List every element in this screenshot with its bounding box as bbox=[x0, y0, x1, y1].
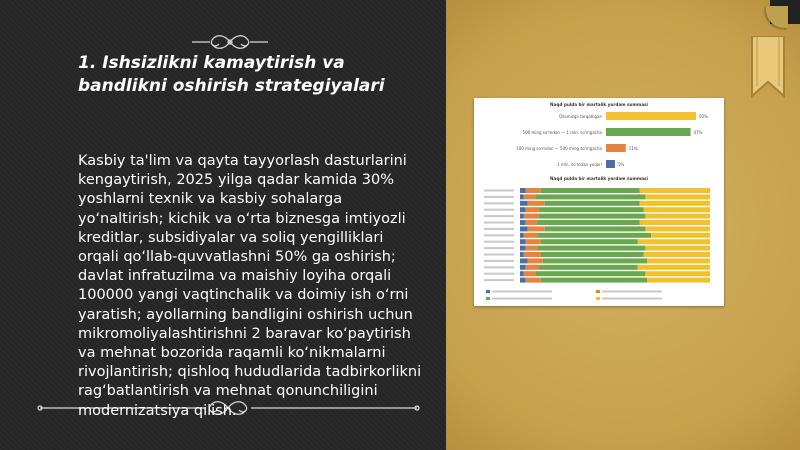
chart-2-title: Naqd pulda bir martalik yordam summasi bbox=[550, 176, 648, 181]
chart-2-bar-segment bbox=[545, 201, 640, 206]
chart-2-row-label bbox=[484, 260, 514, 262]
chart-2-bar-segment bbox=[524, 252, 541, 257]
chart-2-legend-label bbox=[492, 291, 552, 293]
chart-2-bar-segment bbox=[537, 220, 640, 225]
chart-2-bar-segment bbox=[520, 265, 526, 270]
chart-2-bar-segment bbox=[526, 278, 541, 283]
chart-2-bar-segment bbox=[539, 265, 638, 270]
chart-2-bar-segment bbox=[526, 220, 537, 225]
chart-2-bar-segment bbox=[520, 252, 524, 257]
chart-2-bar-segment bbox=[645, 271, 710, 276]
chart-1-category-label: 1 mln. so'mdan yuqori bbox=[557, 162, 602, 167]
chart-2-row-label bbox=[484, 209, 514, 211]
chart-2-bar-segment bbox=[526, 265, 539, 270]
chart-2-bar-segment bbox=[526, 207, 539, 212]
chart-1-category-label: 500 ming so'mdan — 1 mln. so'mgacha bbox=[522, 130, 602, 135]
chart-2-row-label bbox=[484, 266, 514, 268]
chart-2-bar-segment bbox=[520, 239, 526, 244]
chart-2-legend-swatch bbox=[596, 297, 600, 300]
chart-2-bar-segment bbox=[537, 233, 651, 238]
chart-2-bar-segment bbox=[526, 239, 541, 244]
chart-2-row-label bbox=[484, 241, 514, 243]
chart-2-row-label bbox=[484, 228, 514, 230]
chart-2-bar-segment bbox=[528, 226, 545, 231]
chart-image-card bbox=[474, 98, 724, 306]
chart-2-bar-segment bbox=[543, 258, 648, 263]
chart-2-legend-label bbox=[602, 291, 662, 293]
chart-1 bbox=[516, 102, 708, 168]
chart-2-legend-label bbox=[602, 298, 662, 300]
chart-2-bar-segment bbox=[520, 188, 526, 193]
chart-2-bar-segment bbox=[645, 226, 710, 231]
chart-1-bar bbox=[606, 128, 691, 136]
chart-2-legend-swatch bbox=[486, 297, 490, 300]
chart-1-bar bbox=[606, 144, 626, 152]
chart-2-bar-segment bbox=[541, 278, 647, 283]
chart-2-row-label bbox=[484, 190, 514, 192]
chart-2-row-label bbox=[484, 202, 514, 204]
chart-2-bar-segment bbox=[545, 226, 646, 231]
chart-2-bar-segment bbox=[520, 271, 524, 276]
chart-2-bar-segment bbox=[524, 271, 535, 276]
chart-2-row-label bbox=[484, 215, 514, 217]
chart-2-bar-segment bbox=[524, 214, 539, 219]
top-ornament-icon bbox=[190, 33, 270, 51]
chart-2-bar-segment bbox=[524, 233, 537, 238]
slide-title: 1. Ishsizlikni kamaytirish va bandlikni oshirish strategiyalari bbox=[78, 53, 385, 96]
chart-2-bar-segment bbox=[638, 239, 710, 244]
chart-2-bar-segment bbox=[526, 188, 541, 193]
chart-2-bar-segment bbox=[524, 194, 535, 199]
chart-2-bar-segment bbox=[520, 220, 526, 225]
chart-1-category-label: 100 ming so'mdan — 500 ming so'mgacha bbox=[516, 146, 602, 151]
chart-2-bar-segment bbox=[645, 194, 710, 199]
chart-2-bar-segment bbox=[526, 246, 537, 251]
bookmark-ribbon-icon bbox=[748, 36, 788, 98]
chart-2-bar-segment bbox=[638, 265, 710, 270]
chart-2-bar-segment bbox=[640, 220, 710, 225]
chart-2-bar-segment bbox=[520, 226, 528, 231]
chart-2-bar-segment bbox=[644, 207, 711, 212]
chart-2-row-label bbox=[484, 254, 514, 256]
chart-2-legend-label bbox=[492, 298, 552, 300]
chart-2-row-label bbox=[484, 234, 514, 236]
chart-2-bar-segment bbox=[520, 194, 524, 199]
chart-2-bar-segment bbox=[541, 252, 644, 257]
chart-2-row-label bbox=[484, 273, 514, 275]
chart-2-bar-segment bbox=[541, 239, 638, 244]
chart-2-bar-segment bbox=[539, 214, 645, 219]
chart-2-bar-segment bbox=[520, 207, 526, 212]
chart-2-bar-segment bbox=[520, 233, 524, 238]
slide-body-text: Kasbiy ta'lim va qayta tayyorlash dasturlarini kengaytirish, 2025 yilga qadar kamida 30% yoshlarni texnik va kasbiy sohalarga yo‘naltirish; kichik va o‘rta biznesga imtiyozli kreditlar, subsidiyalar va soliq yengilliklari orqali qo‘llab-quvvatlashni 50% ga oshirish; davlat infratuzilma va maishiy loyiha orqali 100000 yangi vaqtinchalik va doimiy ish o‘rni yaratish; ayollarning bandligini oshirish uchun mikromoliyalashtirishni 2 baravar ko‘paytirish va mehnat bozorida raqamli ko‘nikmalarni rivojlantirish; qishloq hududlarida tadbirkorlikni rag‘batlantirish va mehnat qonunchiligini modernizatsiya qilish. bbox=[78, 153, 422, 419]
chart-2-bar-segment bbox=[535, 194, 645, 199]
chart-1-value-label: 5% bbox=[618, 162, 625, 167]
chart-2 bbox=[484, 176, 710, 300]
chart-2-bar-segment bbox=[640, 188, 710, 193]
chart-2-bar-segment bbox=[537, 246, 645, 251]
chart-2-bar-segment bbox=[520, 278, 526, 283]
chart-1-title: Naqd pulda bir martalik yordam summasi bbox=[550, 102, 648, 107]
chart-1-value-label: 11% bbox=[628, 146, 638, 151]
chart-2-row-label bbox=[484, 196, 514, 198]
chart-2-bar-segment bbox=[520, 214, 524, 219]
chart-2-bar-segment bbox=[520, 246, 526, 251]
chart-2-bar-segment bbox=[528, 258, 543, 263]
chart-1-value-label: 47% bbox=[693, 130, 703, 135]
chart-2-bar-segment bbox=[645, 246, 710, 251]
chart-2-bar-segment bbox=[520, 201, 528, 206]
chart-2-bar-segment bbox=[528, 201, 545, 206]
chart-2-bar-segment bbox=[640, 201, 710, 206]
chart-1-value-label: 50% bbox=[699, 114, 708, 119]
chart-1-category-label: Oilamizga tarqatilgan bbox=[558, 114, 602, 119]
chart-2-legend-swatch bbox=[486, 290, 490, 293]
chart-2-bar-segment bbox=[520, 258, 528, 263]
chart-1-bar bbox=[606, 160, 615, 168]
chart-1-bar bbox=[606, 112, 696, 120]
chart-2-bar-segment bbox=[539, 207, 644, 212]
chart-2-bar-segment bbox=[535, 271, 645, 276]
chart-2-row-label bbox=[484, 279, 514, 281]
chart-2-bar-segment bbox=[647, 258, 710, 263]
chart-2-bar-segment bbox=[651, 233, 710, 238]
chart-2-bar-segment bbox=[647, 278, 710, 283]
chart-2-bar-segment bbox=[541, 188, 640, 193]
chart-2-bar-segment bbox=[645, 214, 710, 219]
chart-2-row-label bbox=[484, 222, 514, 224]
chart-canvas bbox=[474, 98, 724, 306]
chart-2-legend-swatch bbox=[596, 290, 600, 293]
chart-2-row-label bbox=[484, 247, 514, 249]
chart-2-bar-segment bbox=[644, 252, 711, 257]
